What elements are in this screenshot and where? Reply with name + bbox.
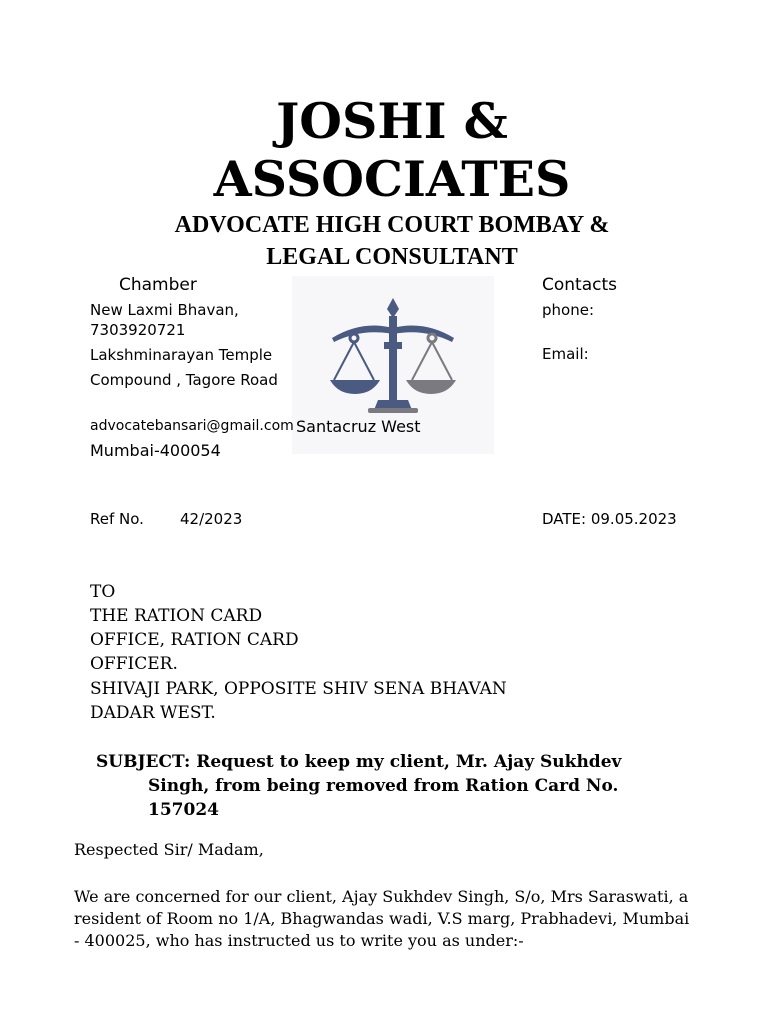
contacts-heading: Contacts — [542, 275, 617, 295]
recipient-line: TO — [90, 582, 116, 602]
designation-line2: LEGAL CONSULTANT — [266, 244, 518, 270]
subject-line: Singh, from being removed from Ration Card No. — [148, 776, 619, 796]
chamber-address-line: Lakshminarayan Temple — [90, 346, 273, 364]
phone-label: phone: — [542, 301, 594, 319]
chamber-email: advocatebansari@gmail.com — [90, 418, 294, 434]
chamber-phone-number: 7303920721 — [90, 321, 186, 339]
recipient-line: OFFICER. — [90, 654, 178, 674]
ref-number: 42/2023 — [180, 510, 243, 528]
subject-line: 157024 — [148, 800, 219, 820]
recipient-line: OFFICE, RATION CARD — [90, 630, 299, 650]
salutation: Respected Sir/ Madam, — [74, 840, 264, 859]
letter-date: DATE: 09.05.2023 — [542, 510, 677, 528]
chamber-address-line: New Laxmi Bhavan, — [90, 301, 239, 319]
email-label: Email: — [542, 345, 589, 363]
chamber-heading: Chamber — [119, 275, 197, 295]
recipient-line: THE RATION CARD — [90, 606, 263, 626]
firm-name-line2: ASSOCIATES — [213, 150, 571, 208]
recipient-line: DADAR WEST. — [90, 703, 216, 723]
firm-name: JOSHI & — [276, 92, 508, 150]
ref-label: Ref No. — [90, 510, 144, 528]
chamber-locality: Santacruz West — [296, 417, 421, 436]
chamber-address-line: Compound , Tagore Road — [90, 371, 278, 389]
subject-line: SUBJECT: Request to keep my client, Mr. Ajay Sukhdev — [96, 752, 622, 772]
designation: ADVOCATE HIGH COURT BOMBAY & — [174, 212, 610, 238]
recipient-line: SHIVAJI PARK, OPPOSITE SHIV SENA BHAVAN — [90, 679, 507, 699]
body-paragraph: We are concerned for our client, Ajay Sukhdev Singh, S/o, Mrs Saraswati, a resident of Room no 1/A, Bhagwandas wadi, V.S marg, Prabhadevi, Mumbai - 400025, who has instructed us to write you as under:- — [74, 887, 690, 950]
chamber-city: Mumbai-400054 — [90, 441, 221, 460]
